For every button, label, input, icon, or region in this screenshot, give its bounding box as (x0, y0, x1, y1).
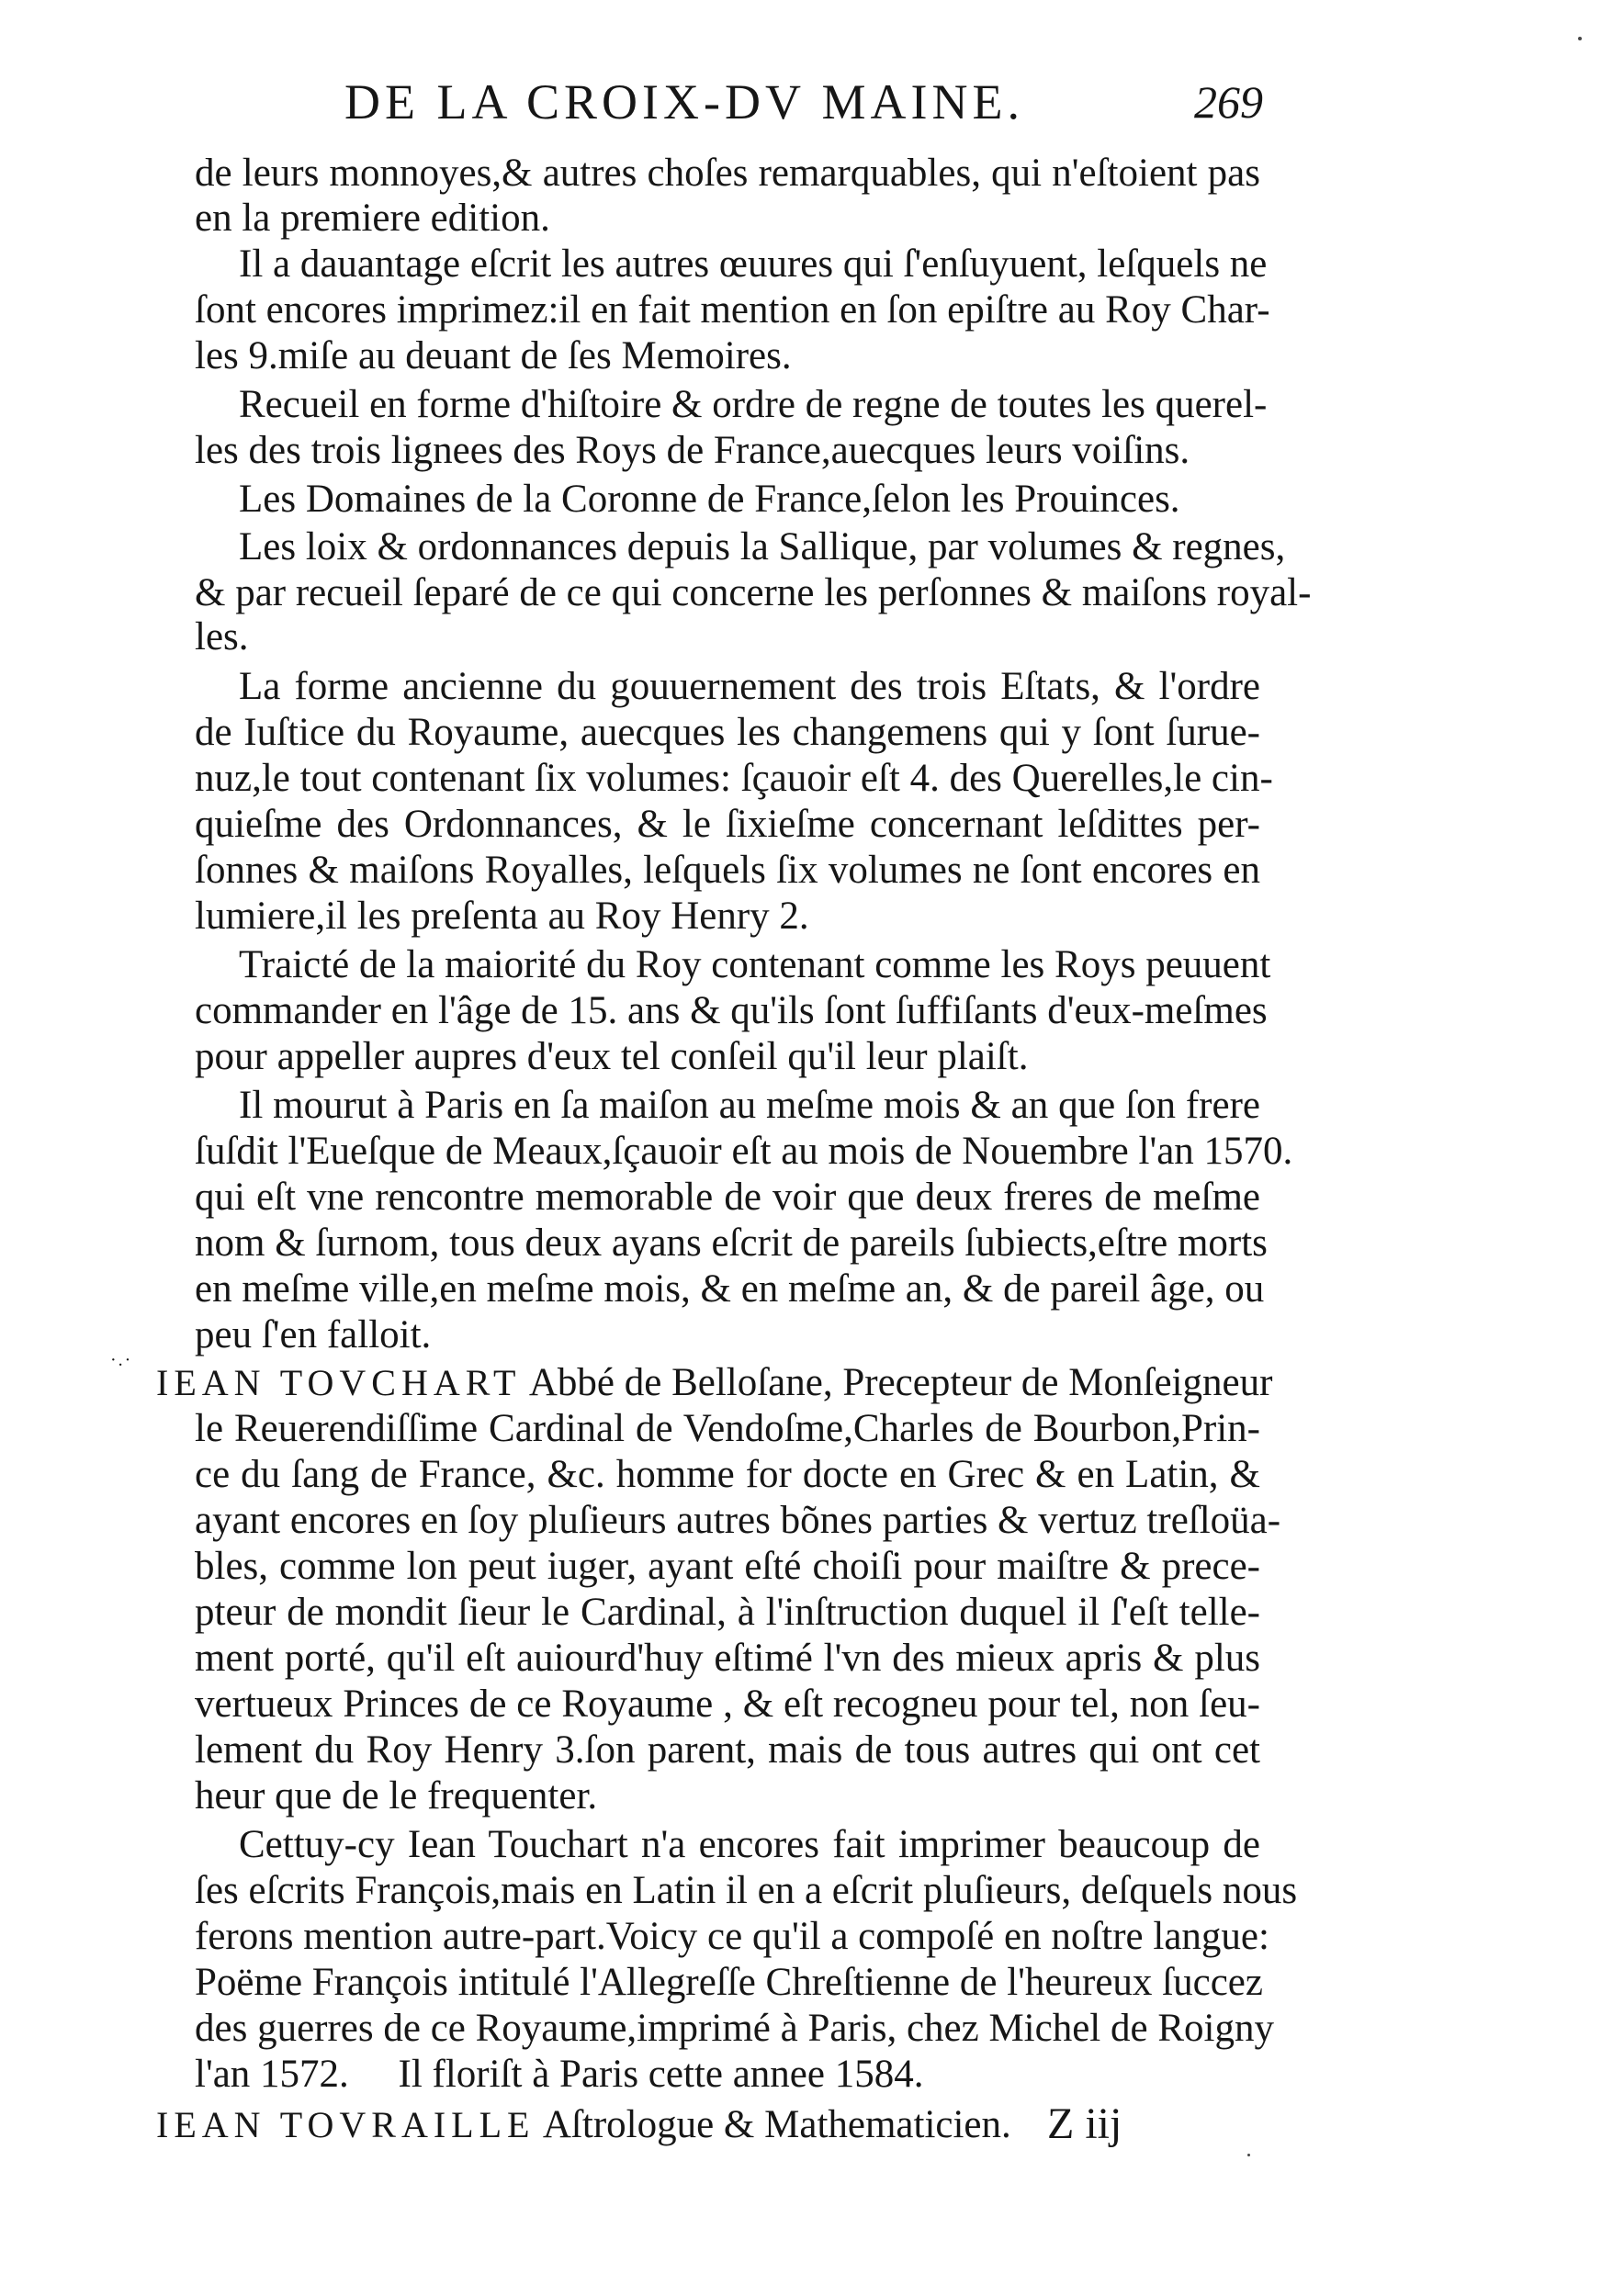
text-line: l'an 1572. Il floriſt à Paris cette annee 1584. (195, 2053, 924, 2096)
text-line: Poëme François intitulé l'Allegreſſe Chreſtienne de l'heureux ſuccez (195, 1961, 1263, 2004)
text-line: Traicté de la maiorité du Roy contenant comme les Roys peuuent (239, 943, 1271, 986)
text-line: ſuſdit l'Eueſque de Meaux,ſçauoir eſt au mois de Nouembre l'an 1570. (195, 1130, 1293, 1173)
signature-mark: Z iij (1047, 2099, 1122, 2148)
entry-name-touraille: IEAN TOVRAILLE (156, 2104, 536, 2145)
text-line: Recueil en forme d'hiſtoire & ordre de regne de toutes les querel- (239, 383, 1268, 426)
text-line: bles, comme lon peut iuger, ayant eſté choiſi pour maiſtre & prece- (195, 1545, 1260, 1588)
text-line: Les Domaines de la Coronne de France,ſelon les Prouinces. (239, 478, 1180, 521)
text-line: La forme ancienne du gouuernement des trois Eſtats, & l'ordre (239, 665, 1260, 708)
text-line: quieſme des Ordonnances, & le ſixieſme concernant leſdittes per- (195, 803, 1260, 846)
text-line: lumiere,il les preſenta au Roy Henry 2. (195, 895, 809, 938)
text-line: nom & ſurnom, tous deux ayans eſcrit de pareils ſubiects,eſtre morts (195, 1221, 1268, 1265)
text-line: le Reuerendiſſime Cardinal de Vendoſme,Charles de Bourbon,Prin- (195, 1407, 1260, 1450)
text-line: pteur de mondit ſieur le Cardinal, à l'inſtruction duquel il ſ'eſt telle- (195, 1591, 1260, 1634)
text-line: ſes eſcrits François,mais en Latin il en a eſcrit pluſieurs, deſquels nous (195, 1869, 1298, 1912)
entry-text: Abbé de Belloſane, Precepteur de Monſeigneur (528, 1361, 1273, 1404)
text-line: les 9.miſe au deuant de ſes Memoires. (195, 334, 792, 377)
text-line: ſont encores imprimez:il en fait mention en ſon epiſtre au Roy Char- (195, 288, 1270, 332)
text-line: en la premiere edition. (195, 197, 550, 240)
text-line: en meſme ville,en meſme mois, & en meſme an, & de pareil âge, ou (195, 1267, 1265, 1311)
text-line: lement du Roy Henry 3.ſon parent, mais de tous autres qui ont cet (195, 1728, 1260, 1772)
text-line: commander en l'âge de 15. ans & qu'ils ſont ſuffiſants d'eux-meſmes (195, 989, 1268, 1032)
text-line: ſonnes & maiſons Royalles, leſquels ſix volumes ne ſont encores en (195, 849, 1260, 892)
text-line: ment porté, qu'il eſt auiourd'huy eſtimé l'vn des mieux apris & plus (195, 1637, 1260, 1680)
text-line: de leurs monnoyes,& autres choſes remarquables, qui n'eſtoient pas (195, 152, 1260, 195)
text-line: Il mourut à Paris en ſa maiſon au meſme mois & an que ſon frere (239, 1084, 1260, 1127)
text-line: pour appeller aupres d'eux tel conſeil qu'il leur plaiſt. (195, 1035, 1029, 1078)
text-line: des guerres de ce Royaume,imprimé à Paris, chez Michel de Roigny (195, 2007, 1274, 2050)
text-line: Cettuy-cy Iean Touchart n'a encores fait imprimer beaucoup de (239, 1823, 1260, 1866)
text-line: heur que de le frequenter. (195, 1774, 598, 1818)
text-line: Les loix & ordonnances depuis la Sallique, par volumes & regnes, (239, 525, 1286, 568)
text-line: & par recueil ſeparé de ce qui concerne les perſonnes & maiſons royal- (195, 571, 1312, 614)
text-line: de Iuſtice du Royaume, auecques les changemens qui y ſont ſurue- (195, 711, 1260, 754)
entry-text: Aſtrologue & Mathematicien. (542, 2103, 1011, 2146)
entry-line-touraille (156, 2101, 1075, 2151)
text-line: vertueux Princes de ce Royaume , & eſt recogneu pour tel, non ſeu- (195, 1683, 1260, 1726)
text-line: peu ſ'en falloit. (195, 1313, 432, 1356)
running-title: DE LA CROIX-DV MAINE. (344, 74, 1024, 129)
entry-line-touchart (156, 1359, 1273, 1409)
page-number: 269 (1194, 76, 1263, 128)
text-line: les des trois lignees des Roys de France,auecques leurs voiſins. (195, 429, 1190, 472)
entry-name-touchart: IEAN TOVCHART (156, 1362, 522, 1403)
text-line: ferons mention autre-part.Voicy ce qu'il a compoſé en noſtre langue: (195, 1915, 1269, 1958)
text-line: ayant encores en ſoy pluſieurs autres bõnes parties & vertuz treſloüa- (195, 1499, 1281, 1542)
paper-speck (1578, 37, 1582, 40)
text-line: qui eſt vne rencontre memorable de voir que deux freres de meſme (195, 1176, 1260, 1219)
text-line: ce du ſang de France, &c. homme for docte en Grec & en Latin, & (195, 1453, 1260, 1496)
paper-speck (1247, 2154, 1250, 2156)
text-line: Il a dauantage eſcrit les autres œuures qui ſ'enſuyuent, leſquels ne (239, 242, 1268, 286)
margin-mark: ·.· (110, 1350, 133, 1370)
text-line: les. (195, 615, 249, 658)
text-line: nuz,le tout contenant ſix volumes: ſçauoir eſt 4. des Querelles,le cin- (195, 757, 1273, 800)
